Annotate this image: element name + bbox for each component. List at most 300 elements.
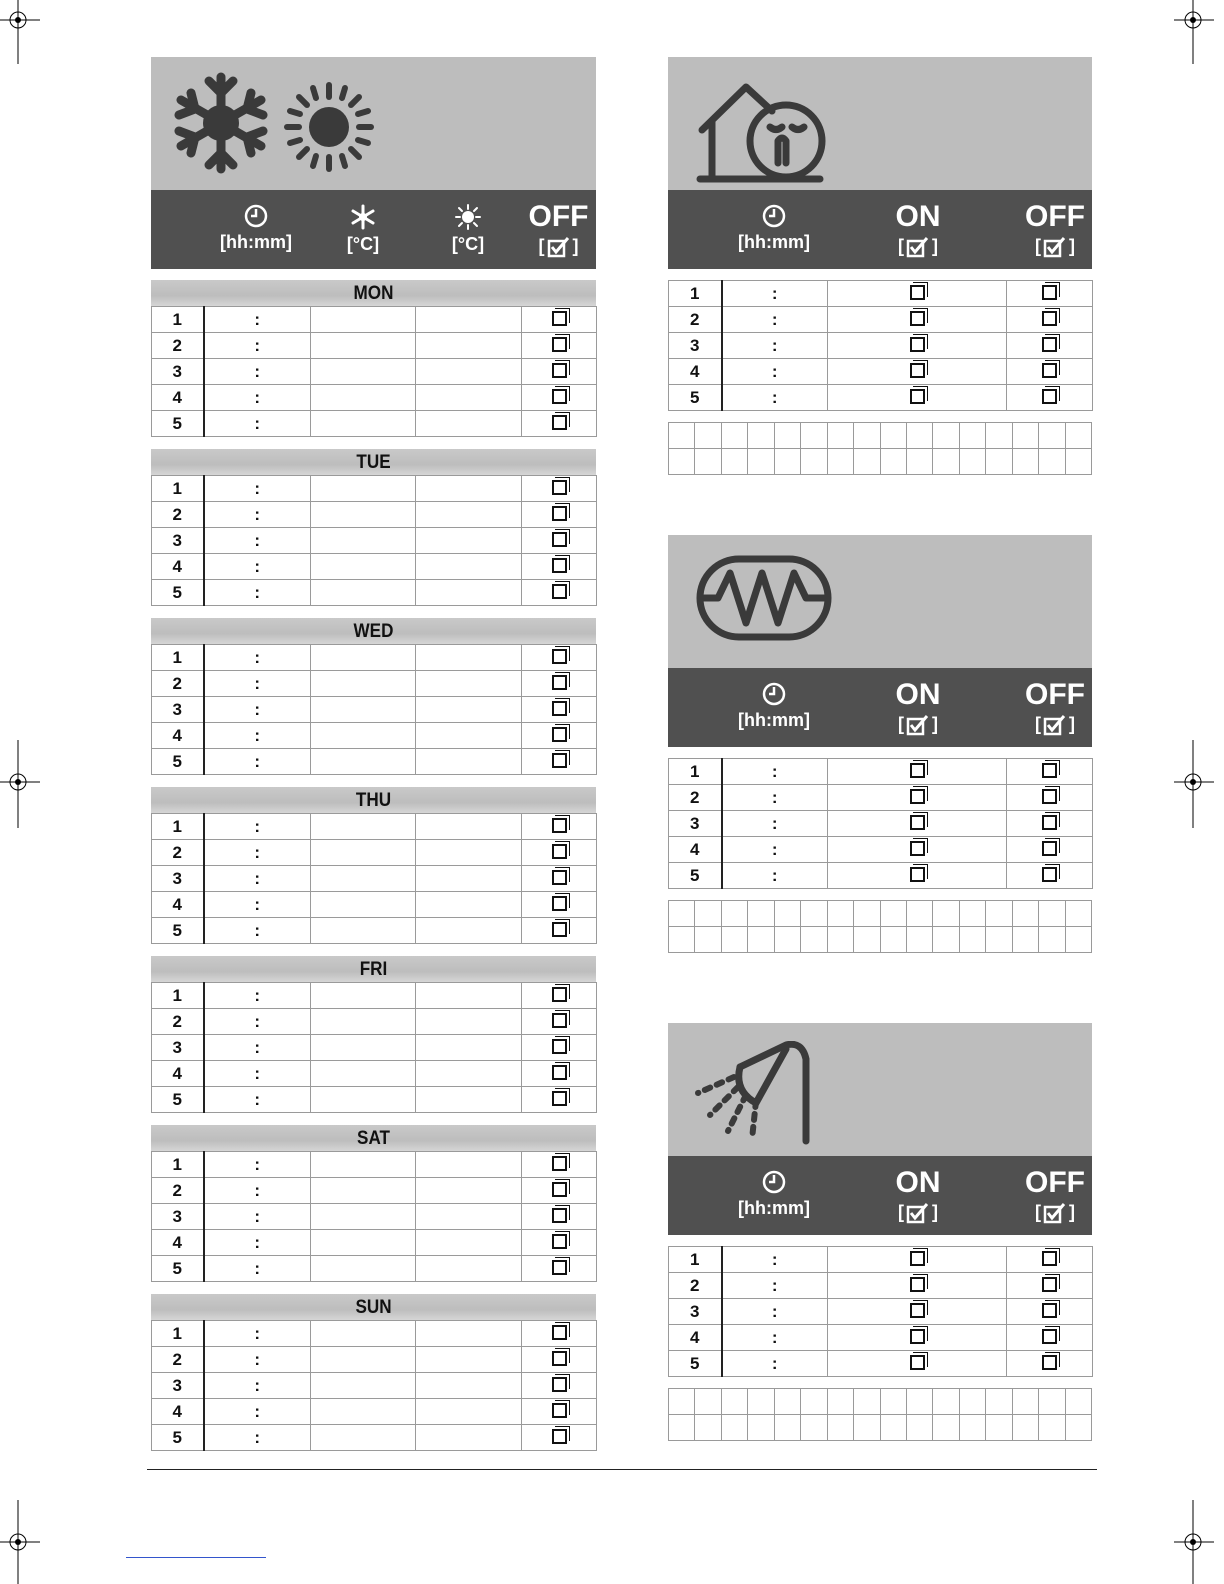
off-checkbox[interactable] [552, 753, 567, 768]
on-checkbox[interactable] [910, 285, 925, 300]
cool-temp-input[interactable] [311, 892, 416, 918]
off-checkbox[interactable] [1042, 1329, 1057, 1344]
notes-grid [668, 900, 1092, 953]
on-checkbox[interactable] [910, 311, 925, 326]
off-checkbox[interactable] [552, 1208, 567, 1223]
off-checkbox[interactable] [552, 1039, 567, 1054]
off-checkbox[interactable] [552, 1013, 567, 1028]
heat-temp-input[interactable] [416, 697, 522, 723]
heat-temp-input[interactable] [416, 671, 522, 697]
notes-cell[interactable] [986, 1415, 1012, 1441]
cool-temp-input[interactable] [311, 866, 416, 892]
notes-cell[interactable] [748, 449, 774, 475]
heat-temp-input[interactable] [416, 1256, 522, 1282]
off-checkbox[interactable] [1042, 1303, 1057, 1318]
notes-cell[interactable] [854, 423, 880, 449]
time-input[interactable]: : [204, 476, 311, 502]
notes-cell[interactable] [801, 449, 827, 475]
notes-cell[interactable] [774, 927, 800, 953]
notes-cell[interactable] [695, 423, 721, 449]
notes-cell[interactable] [1065, 901, 1091, 927]
notes-cell[interactable] [906, 1415, 932, 1441]
day-name: SUN [173, 1294, 574, 1320]
cool-temp-input[interactable] [311, 580, 416, 606]
off-checkbox[interactable] [552, 311, 567, 326]
off-checkbox[interactable] [552, 558, 567, 573]
cool-temp-input[interactable] [311, 918, 416, 944]
heat-temp-input[interactable] [416, 411, 522, 437]
notes-cell[interactable] [748, 927, 774, 953]
notes-cell[interactable] [1065, 927, 1091, 953]
notes-cell[interactable] [748, 423, 774, 449]
mode-header-bar [668, 190, 1092, 269]
cool-temp-input[interactable] [311, 359, 416, 385]
time-input[interactable]: : [204, 1035, 311, 1061]
time-input[interactable]: : [722, 1247, 828, 1273]
notes-cell[interactable] [880, 901, 906, 927]
off-checkbox[interactable] [552, 1351, 567, 1366]
notes-cell[interactable] [959, 901, 985, 927]
notes-cell[interactable] [1012, 449, 1038, 475]
time-input[interactable]: : [204, 749, 311, 775]
time-input[interactable]: : [204, 1399, 311, 1425]
time-input[interactable]: : [722, 333, 828, 359]
heat-temp-input[interactable] [416, 359, 522, 385]
notes-cell[interactable] [854, 901, 880, 927]
cool-temp-input[interactable] [311, 411, 416, 437]
cool-temp-input[interactable] [311, 1061, 416, 1087]
time-input[interactable]: : [204, 1230, 311, 1256]
notes-cell[interactable] [774, 1389, 800, 1415]
notes-cell[interactable] [880, 1415, 906, 1441]
notes-cell[interactable] [880, 927, 906, 953]
time-input[interactable]: : [722, 811, 828, 837]
cool-temp-input[interactable] [311, 1204, 416, 1230]
notes-cell[interactable] [1012, 927, 1038, 953]
notes-cell[interactable] [1039, 927, 1065, 953]
time-input[interactable]: : [204, 502, 311, 528]
off-checkbox[interactable] [1042, 363, 1057, 378]
time-input[interactable]: : [204, 723, 311, 749]
time-input[interactable]: : [722, 359, 828, 385]
off-checkbox[interactable] [1042, 311, 1057, 326]
notes-cell[interactable] [801, 1389, 827, 1415]
notes-cell[interactable] [854, 449, 880, 475]
on-checkbox[interactable] [910, 841, 925, 856]
notes-cell[interactable] [721, 1415, 747, 1441]
heat-temp-input[interactable] [416, 307, 522, 333]
on-checkbox[interactable] [910, 815, 925, 830]
notes-cell[interactable] [774, 449, 800, 475]
notes-cell[interactable] [1065, 423, 1091, 449]
notes-cell[interactable] [721, 449, 747, 475]
off-checkbox[interactable] [552, 415, 567, 430]
heat-temp-input[interactable] [416, 1035, 522, 1061]
notes-cell[interactable] [827, 927, 853, 953]
off-checkbox[interactable] [552, 532, 567, 547]
time-input[interactable]: : [204, 307, 311, 333]
notes-cell[interactable] [986, 449, 1012, 475]
notes-cell[interactable] [1012, 1415, 1038, 1441]
row-number: 4 [152, 1061, 204, 1087]
time-input[interactable]: : [204, 411, 311, 437]
on-checkbox[interactable] [910, 1355, 925, 1370]
cool-temp-input[interactable] [311, 1035, 416, 1061]
off-checkbox[interactable] [552, 1156, 567, 1171]
notes-cell[interactable] [827, 1415, 853, 1441]
cool-temp-input[interactable] [311, 554, 416, 580]
notes-cell[interactable] [721, 927, 747, 953]
time-input[interactable]: : [204, 866, 311, 892]
off-checkbox[interactable] [552, 1091, 567, 1106]
clock-icon [762, 1170, 786, 1194]
time-input[interactable]: : [204, 1425, 311, 1451]
on-checkbox-cell [828, 307, 1007, 333]
notes-cell[interactable] [748, 1415, 774, 1441]
notes-cell[interactable] [986, 423, 1012, 449]
heat-temp-input[interactable] [416, 1204, 522, 1230]
off-checkbox[interactable] [552, 1065, 567, 1080]
heat-temp-input[interactable] [416, 1321, 522, 1347]
notes-cell[interactable] [801, 1415, 827, 1441]
cool-temp-input[interactable] [311, 528, 416, 554]
time-input[interactable]: : [204, 1373, 311, 1399]
on-checkbox[interactable] [910, 1303, 925, 1318]
heat-temp-input[interactable] [416, 385, 522, 411]
time-input[interactable]: : [722, 785, 828, 811]
on-checkbox[interactable] [910, 789, 925, 804]
time-input[interactable]: : [722, 759, 828, 785]
cool-temp-input[interactable] [311, 1152, 416, 1178]
heat-temp-input[interactable] [416, 528, 522, 554]
time-input[interactable]: : [204, 554, 311, 580]
heat-temp-input[interactable] [416, 645, 522, 671]
heat-temp-input[interactable] [416, 814, 522, 840]
time-input[interactable]: : [204, 1347, 311, 1373]
cool-temp-input[interactable] [311, 1087, 416, 1113]
notes-cell[interactable] [1012, 901, 1038, 927]
off-checkbox[interactable] [552, 1377, 567, 1392]
on-checkbox[interactable] [910, 763, 925, 778]
off-checkbox[interactable] [552, 584, 567, 599]
time-input[interactable]: : [204, 1152, 311, 1178]
cool-temp-input[interactable] [311, 1230, 416, 1256]
notes-cell[interactable] [906, 449, 932, 475]
table-row [152, 580, 597, 606]
off-checkbox[interactable] [552, 480, 567, 495]
heat-temp-input[interactable] [416, 918, 522, 944]
notes-cell[interactable] [801, 423, 827, 449]
on-checkbox[interactable] [910, 389, 925, 404]
time-input[interactable]: : [722, 863, 828, 889]
notes-cell[interactable] [933, 901, 959, 927]
notes-cell[interactable] [721, 901, 747, 927]
time-input[interactable]: : [722, 1325, 828, 1351]
off-checkbox[interactable] [1042, 285, 1057, 300]
heat-temp-input[interactable] [416, 1373, 522, 1399]
off-checkbox[interactable] [552, 1429, 567, 1444]
notes-cell[interactable] [695, 901, 721, 927]
heat-temp-input[interactable] [416, 1009, 522, 1035]
notes-cell[interactable] [695, 1415, 721, 1441]
notes-cell[interactable] [801, 901, 827, 927]
cool-temp-input[interactable] [311, 749, 416, 775]
notes-cell[interactable] [1065, 449, 1091, 475]
cool-temp-input[interactable] [311, 814, 416, 840]
notes-cell[interactable] [774, 901, 800, 927]
notes-cell[interactable] [906, 927, 932, 953]
notes-cell[interactable] [959, 1415, 985, 1441]
notes-cell[interactable] [695, 449, 721, 475]
time-input[interactable]: : [204, 918, 311, 944]
cool-temp-input[interactable] [311, 1347, 416, 1373]
notes-cell[interactable] [669, 449, 695, 475]
off-checkbox[interactable] [1042, 337, 1057, 352]
off-checkbox[interactable] [1042, 1355, 1057, 1370]
off-checkbox[interactable] [552, 844, 567, 859]
heat-temp-input[interactable] [416, 892, 522, 918]
off-checkbox[interactable] [552, 675, 567, 690]
heat-temp-input[interactable] [416, 749, 522, 775]
notes-cell[interactable] [721, 423, 747, 449]
time-input[interactable]: : [204, 645, 311, 671]
heat-temp-input[interactable] [416, 1425, 522, 1451]
day-table [151, 475, 597, 606]
notes-cell[interactable] [880, 449, 906, 475]
heat-temp-input[interactable] [416, 840, 522, 866]
notes-cell[interactable] [1039, 901, 1065, 927]
time-input[interactable]: : [204, 840, 311, 866]
off-checkbox-cell [1007, 281, 1093, 307]
off-checkbox[interactable] [552, 1234, 567, 1249]
time-input[interactable]: : [204, 1061, 311, 1087]
cool-temp-input[interactable] [311, 1425, 416, 1451]
on-checkbox[interactable] [910, 337, 925, 352]
time-input[interactable]: : [204, 983, 311, 1009]
time-input[interactable]: : [722, 307, 828, 333]
cool-temp-input[interactable] [311, 723, 416, 749]
off-checkbox[interactable] [552, 337, 567, 352]
time-input[interactable]: : [722, 1299, 828, 1325]
cool-temp-input[interactable] [311, 1178, 416, 1204]
time-input[interactable]: : [722, 1351, 828, 1377]
notes-cell[interactable] [906, 1389, 932, 1415]
notes-cell[interactable] [1012, 1389, 1038, 1415]
off-checkbox[interactable] [552, 727, 567, 742]
on-checkbox[interactable] [910, 363, 925, 378]
notes-cell[interactable] [933, 1389, 959, 1415]
checkbox-bracket: [ ] [878, 236, 958, 258]
off-checkbox[interactable] [1042, 763, 1057, 778]
heat-temp-input[interactable] [416, 1230, 522, 1256]
off-checkbox[interactable] [552, 922, 567, 937]
notes-cell[interactable] [986, 1389, 1012, 1415]
heat-temp-input[interactable] [416, 333, 522, 359]
cool-temp-input[interactable] [311, 983, 416, 1009]
notes-cell[interactable] [880, 1389, 906, 1415]
notes-cell[interactable] [854, 1389, 880, 1415]
notes-cell[interactable] [1065, 1415, 1091, 1441]
off-checkbox[interactable] [552, 1182, 567, 1197]
time-input[interactable]: : [722, 281, 828, 307]
cool-temp-input[interactable] [311, 840, 416, 866]
time-input[interactable]: : [722, 837, 828, 863]
notes-cell[interactable] [959, 449, 985, 475]
notes-cell[interactable] [669, 1389, 695, 1415]
on-checkbox[interactable] [910, 1251, 925, 1266]
heat-temp-input[interactable] [416, 502, 522, 528]
notes-cell[interactable] [774, 1415, 800, 1441]
crop-mark-bottom-right [1174, 1500, 1214, 1584]
time-input[interactable]: : [204, 1256, 311, 1282]
time-input[interactable]: : [204, 1009, 311, 1035]
off-checkbox[interactable] [1042, 841, 1057, 856]
off-checkbox[interactable] [552, 363, 567, 378]
mode-icon-area [668, 1023, 1092, 1156]
notes-cell[interactable] [1039, 423, 1065, 449]
notes-cell[interactable] [959, 423, 985, 449]
time-input[interactable]: : [722, 385, 828, 411]
notes-cell[interactable] [959, 1389, 985, 1415]
notes-cell[interactable] [854, 1415, 880, 1441]
heat-temp-input[interactable] [416, 1061, 522, 1087]
off-checkbox[interactable] [1042, 389, 1057, 404]
notes-cell[interactable] [748, 1389, 774, 1415]
time-input[interactable]: : [204, 697, 311, 723]
heat-temp-input[interactable] [416, 1152, 522, 1178]
time-input[interactable]: : [204, 359, 311, 385]
off-checkbox[interactable] [1042, 815, 1057, 830]
notes-cell[interactable] [880, 423, 906, 449]
notes-cell[interactable] [1039, 449, 1065, 475]
notes-cell[interactable] [669, 1415, 695, 1441]
notes-cell[interactable] [1065, 1389, 1091, 1415]
on-checkbox[interactable] [910, 1329, 925, 1344]
row-number: 2 [152, 1009, 204, 1035]
notes-cell[interactable] [986, 927, 1012, 953]
off-checkbox[interactable] [552, 987, 567, 1002]
on-checkbox-cell [828, 1299, 1007, 1325]
cool-temp-input[interactable] [311, 697, 416, 723]
time-input[interactable]: : [204, 1178, 311, 1204]
notes-cell[interactable] [986, 901, 1012, 927]
notes-cell[interactable] [959, 927, 985, 953]
off-checkbox[interactable] [552, 1325, 567, 1340]
notes-cell[interactable] [827, 449, 853, 475]
heat-temp-input[interactable] [416, 476, 522, 502]
crop-mark-mid-right [1174, 740, 1214, 830]
heat-temp-input[interactable] [416, 983, 522, 1009]
time-input[interactable]: : [204, 892, 311, 918]
heat-temp-input[interactable] [416, 866, 522, 892]
cool-temp-input[interactable] [311, 385, 416, 411]
cool-temp-input[interactable] [311, 1321, 416, 1347]
notes-cell[interactable] [721, 1389, 747, 1415]
notes-cell[interactable] [669, 927, 695, 953]
cool-temp-input[interactable] [311, 1256, 416, 1282]
time-input[interactable]: : [204, 1087, 311, 1113]
notes-cell[interactable] [906, 423, 932, 449]
time-input[interactable]: : [204, 580, 311, 606]
notes-cell[interactable] [669, 901, 695, 927]
notes-cell[interactable] [827, 901, 853, 927]
off-checkbox[interactable] [1042, 1277, 1057, 1292]
heat-temp-input[interactable] [416, 723, 522, 749]
on-checkbox-cell [828, 385, 1007, 411]
notes-cell[interactable] [1039, 1415, 1065, 1441]
notes-cell[interactable] [695, 1389, 721, 1415]
off-checkbox[interactable] [1042, 789, 1057, 804]
cool-temp-input[interactable] [311, 671, 416, 697]
cool-temp-input[interactable] [311, 645, 416, 671]
on-checkbox-cell [828, 1351, 1007, 1377]
off-checkbox[interactable] [1042, 867, 1057, 882]
cool-temp-input[interactable] [311, 502, 416, 528]
off-checkbox[interactable] [552, 870, 567, 885]
row-number: 3 [152, 697, 204, 723]
heat-temp-input[interactable] [416, 1178, 522, 1204]
off-checkbox[interactable] [1042, 1251, 1057, 1266]
notes-cell[interactable] [748, 901, 774, 927]
notes-cell[interactable] [933, 927, 959, 953]
notes-cell[interactable] [1012, 423, 1038, 449]
off-checkbox[interactable] [552, 506, 567, 521]
off-checkbox[interactable] [552, 1403, 567, 1418]
time-input[interactable]: : [204, 1204, 311, 1230]
cool-temp-input[interactable] [311, 333, 416, 359]
on-checkbox[interactable] [910, 867, 925, 882]
cool-temp-input[interactable] [311, 1399, 416, 1425]
time-input[interactable]: : [204, 1321, 311, 1347]
cool-temp-input[interactable] [311, 1373, 416, 1399]
notes-cell[interactable] [933, 449, 959, 475]
notes-cell[interactable] [695, 927, 721, 953]
notes-cell[interactable] [774, 423, 800, 449]
notes-cell[interactable] [801, 927, 827, 953]
on-checkbox[interactable] [910, 1277, 925, 1292]
heat-temp-input[interactable] [416, 1087, 522, 1113]
notes-cell[interactable] [827, 423, 853, 449]
cool-temp-input[interactable] [311, 1009, 416, 1035]
time-input[interactable]: : [204, 814, 311, 840]
off-checkbox[interactable] [552, 701, 567, 716]
off-checkbox[interactable] [552, 389, 567, 404]
heat-temp-input[interactable] [416, 1347, 522, 1373]
time-input[interactable]: : [204, 528, 311, 554]
notes-cell[interactable] [854, 927, 880, 953]
off-checkbox[interactable] [552, 818, 567, 833]
off-checkbox[interactable] [552, 649, 567, 664]
notes-cell[interactable] [906, 901, 932, 927]
cool-temp-input[interactable] [311, 476, 416, 502]
notes-cell[interactable] [933, 423, 959, 449]
off-checkbox[interactable] [552, 896, 567, 911]
heat-temp-input[interactable] [416, 580, 522, 606]
heat-temp-input[interactable] [416, 1399, 522, 1425]
heat-temp-input[interactable] [416, 554, 522, 580]
notes-cell[interactable] [933, 1415, 959, 1441]
time-input[interactable]: : [204, 333, 311, 359]
off-checkbox[interactable] [552, 1260, 567, 1275]
time-input[interactable]: : [722, 1273, 828, 1299]
time-input[interactable]: : [204, 385, 311, 411]
notes-cell[interactable] [827, 1389, 853, 1415]
notes-cell[interactable] [669, 423, 695, 449]
time-input[interactable]: : [204, 671, 311, 697]
notes-cell[interactable] [1039, 1389, 1065, 1415]
cool-temp-input[interactable] [311, 307, 416, 333]
heater-coil-icon [694, 553, 834, 648]
